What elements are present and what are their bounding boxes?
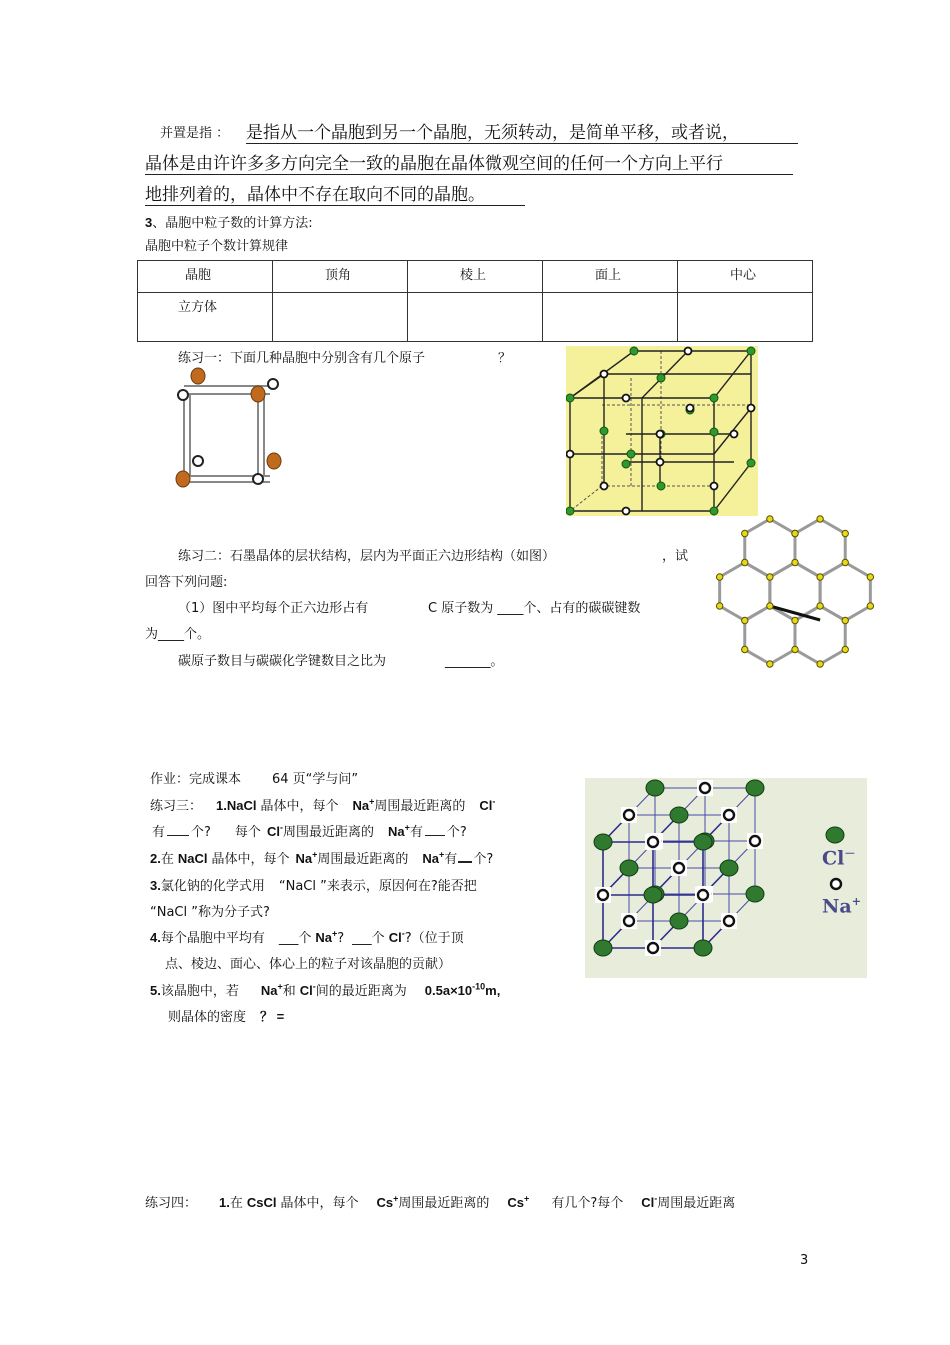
- exercise-2-q2: 碳原子数目与碳碳化学键数目之比为: [178, 654, 387, 669]
- exercise-1-question-mark: ？: [498, 351, 512, 366]
- particle-count-table: [137, 260, 813, 342]
- exercise-2-line-1-end: ，试: [662, 549, 689, 564]
- exercise-2-q1-blank: C 原子数为 ____个、占有的碳碳键数: [428, 601, 641, 616]
- nacl-cell-figure: [585, 778, 867, 978]
- section-3-title: 3、晶胞中粒子数的计算方法:: [145, 215, 313, 231]
- exercise-3-line-1: 练习三： 1.NaCl 晶体中，每个 Na+周围最近距离的 Cl-: [150, 796, 496, 814]
- intro-line-3: 地排列着的，晶体中不存在取向不同的晶胞。: [145, 180, 525, 206]
- exercise-2-line-1: 练习二：石墨晶体的层状结构，层内为平面正六边形结构（如图）: [178, 549, 556, 564]
- exercise-3-line-2: 有 个? 每个 Cl-周围最近距离的 Na+有 个?: [152, 822, 467, 840]
- intro-line-2: 晶体是由许许多多方向完全一致的晶胞在晶体微观空间的任何一个方向上平行: [145, 149, 793, 175]
- table-header-cell: 棱上: [408, 261, 543, 293]
- table-header-cell: 中心: [678, 261, 813, 293]
- table-cell: [273, 293, 408, 342]
- exercise-2-q1-end: 为____个。: [145, 627, 211, 642]
- homework-page: 64 页“学与问”: [272, 772, 359, 787]
- exercise-3-line-5: “NaCl ”称为分子式?: [150, 905, 270, 920]
- table-header-cell: 面上: [543, 261, 678, 293]
- fcc-cell-figure: [566, 346, 758, 516]
- table-header-cell: 晶胞: [138, 261, 273, 293]
- legend-na-label: Na+: [822, 895, 861, 918]
- table-cell: [543, 293, 678, 342]
- legend-cl-label: Cl－: [822, 847, 856, 870]
- exercise-1-text: 练习一：下面几种晶胞中分别含有几个原子: [178, 351, 426, 366]
- simple-cell-figure: [170, 364, 285, 494]
- table-cell: 立方体: [138, 293, 273, 342]
- table-row: [138, 293, 813, 342]
- exercise-4-line: 练习四： 1.在 CsCl 晶体中，每个 Cs+周围最近距离的 Cs+ 有几个?每个 Cl-周围最近距离: [145, 1193, 736, 1211]
- homework-text: 作业：完成课本: [150, 772, 242, 787]
- table-header-cell: 顶角: [273, 261, 408, 293]
- exercise-2-line-2: 回答下列问题:: [145, 575, 228, 590]
- graphite-layer-figure: [710, 512, 880, 682]
- table-cell: [408, 293, 543, 342]
- intro-line-1: 是指从一个晶胞到另一个晶胞，无须转动，是简单平移，或者说，: [246, 118, 798, 144]
- table-cell: [678, 293, 813, 342]
- exercise-3-line-9: 则晶体的密度 ？ =: [168, 1009, 285, 1025]
- exercise-3-line-6: 4.每个晶胞中平均有 ___个 Na+? ___个 Cl-?（位于顶: [150, 928, 464, 946]
- exercise-2-q1: （1）图中平均每个正六边形占有: [178, 601, 369, 616]
- page-number: 3: [800, 1253, 809, 1268]
- exercise-3-line-7: 点、棱边、面心、体心上的粒子对该晶胞的贡献）: [165, 957, 452, 972]
- exercise-3-line-3: 2.在 NaCl 晶体中，每个 Na+周围最近距离的 Na+有 个?: [150, 849, 494, 867]
- exercise-3-line-4: 3.氯化钠的化学式用 “NaCl ”来表示，原因何在?能否把: [150, 878, 477, 894]
- exercise-3-line-8: 5.该晶胞中，若 Na+和 Cl-间的最近距离为 $0.5a\times 10^{-10}m$,: [150, 981, 501, 999]
- intro-label: 并置是指 ：: [160, 126, 230, 141]
- section-3-subtitle: 晶胞中粒子个数计算规律: [145, 239, 289, 254]
- exercise-2-q2-blank: _______。: [445, 654, 504, 669]
